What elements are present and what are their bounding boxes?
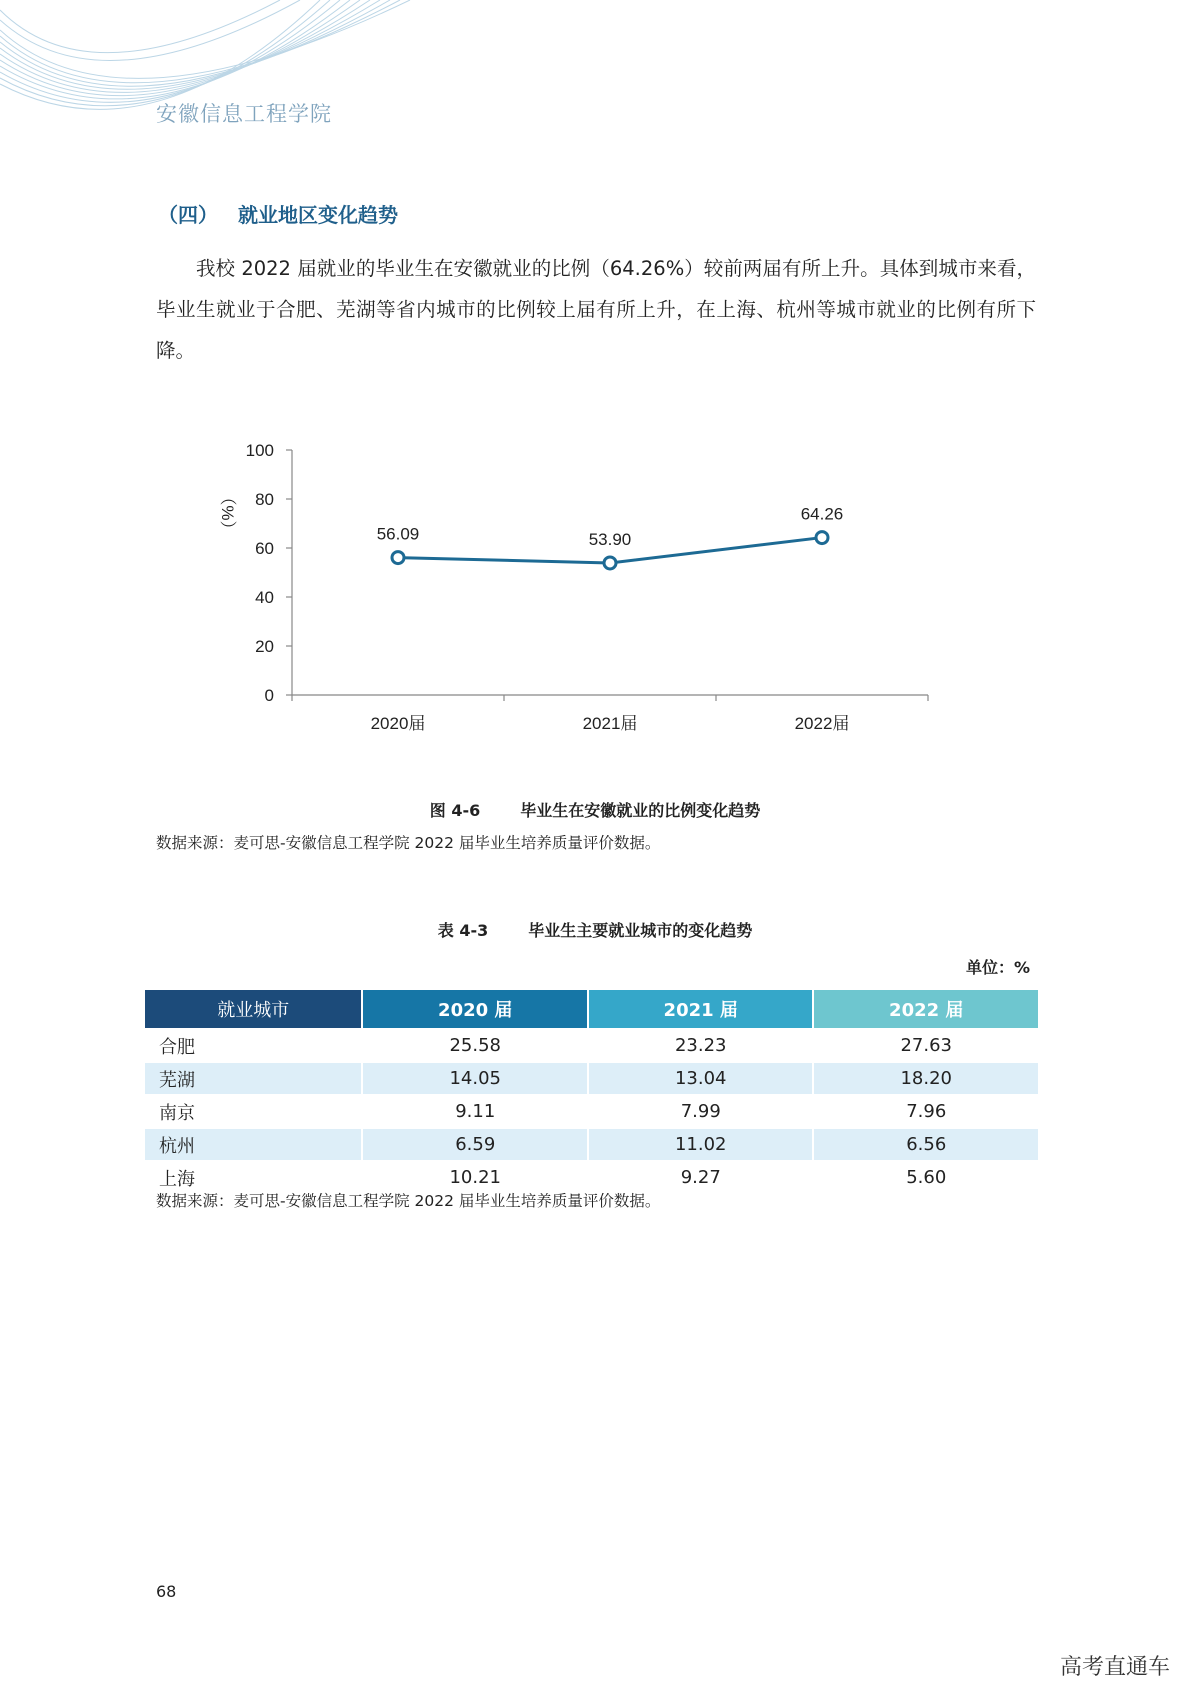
x-tick-label: 2020届 — [370, 714, 426, 733]
table-row — [144, 1062, 1039, 1095]
cell-city: 上海 — [144, 1161, 362, 1194]
cell-value: 10.21 — [362, 1161, 588, 1194]
cell-city: 南京 — [144, 1095, 362, 1128]
data-label: 56.09 — [376, 524, 420, 544]
header-2022: 2022 届 — [813, 989, 1039, 1029]
cell-value: 11.02 — [588, 1128, 814, 1161]
cell-value: 7.96 — [813, 1095, 1039, 1128]
header-city: 就业城市 — [144, 989, 362, 1029]
cell-city: 合肥 — [144, 1029, 362, 1062]
y-tick-label: 80 — [255, 490, 274, 509]
cell-value: 18.20 — [813, 1062, 1039, 1095]
x-tick-label: 2021届 — [582, 714, 638, 733]
table-label: 表 4-3 — [437, 921, 489, 940]
cell-value: 5.60 — [813, 1161, 1039, 1194]
section-heading — [158, 199, 398, 228]
table-caption — [0, 918, 1190, 941]
data-point — [604, 557, 616, 569]
data-point — [816, 532, 828, 544]
y-tick-label: 0 — [264, 686, 274, 705]
header-2020: 2020 届 — [362, 989, 588, 1029]
figure-label: 图 4-6 — [429, 801, 481, 820]
body-paragraph: 我校 2022 届就业的毕业生在安徽就业的比例（64.26%）较前两届有所上升。具体到城市来看，毕业生就业于合肥、芜湖等省内城市的比例较上届有所上升，在上海、杭州等城市就业的比例有所下降。 — [156, 257, 1036, 362]
page-number: 68 — [156, 1582, 177, 1601]
table-title: 毕业生主要就业城市的变化趋势 — [528, 921, 753, 940]
y-axis-label: （%） — [218, 488, 237, 538]
city-trend-table — [143, 988, 1040, 1195]
cell-value: 6.56 — [813, 1128, 1039, 1161]
watermark: 高考直通车 — [1059, 1655, 1170, 1680]
figure-caption — [0, 798, 1190, 821]
table-row — [144, 1029, 1039, 1062]
cell-value: 27.63 — [813, 1029, 1039, 1062]
cell-city: 芜湖 — [144, 1062, 362, 1095]
table-row — [144, 1095, 1039, 1128]
cell-value: 7.99 — [588, 1095, 814, 1128]
cell-value: 25.58 — [362, 1029, 588, 1062]
x-tick-label: 2022届 — [794, 714, 850, 733]
table-unit: 单位：% — [965, 958, 1030, 977]
cell-city: 杭州 — [144, 1128, 362, 1161]
table-source: 数据来源：麦可思-安徽信息工程学院 2022 届毕业生培养质量评价数据。 — [156, 1192, 661, 1210]
section-number: （四） — [158, 203, 218, 227]
cell-value: 6.59 — [362, 1128, 588, 1161]
data-label: 64.26 — [800, 504, 844, 524]
header-2021: 2021 届 — [588, 989, 814, 1029]
table-header-row — [144, 989, 1039, 1029]
cell-value: 9.27 — [588, 1161, 814, 1194]
data-label: 53.90 — [588, 529, 632, 549]
employment-ratio-line-chart — [180, 430, 940, 760]
figure-source: 数据来源：麦可思-安徽信息工程学院 2022 届毕业生培养质量评价数据。 — [156, 834, 661, 852]
school-name: 安徽信息工程学院 — [156, 102, 332, 126]
cell-value: 23.23 — [588, 1029, 814, 1062]
cell-value: 9.11 — [362, 1095, 588, 1128]
cell-value: 13.04 — [588, 1062, 814, 1095]
figure-title: 毕业生在安徽就业的比例变化趋势 — [520, 801, 761, 820]
data-point — [392, 552, 404, 564]
y-tick-label: 40 — [255, 588, 274, 607]
section-title: 就业地区变化趋势 — [238, 203, 398, 227]
cell-value: 14.05 — [362, 1062, 588, 1095]
y-tick-label: 60 — [255, 539, 274, 558]
table-row — [144, 1128, 1039, 1161]
y-tick-label: 100 — [245, 441, 274, 460]
y-tick-label: 20 — [255, 637, 274, 656]
